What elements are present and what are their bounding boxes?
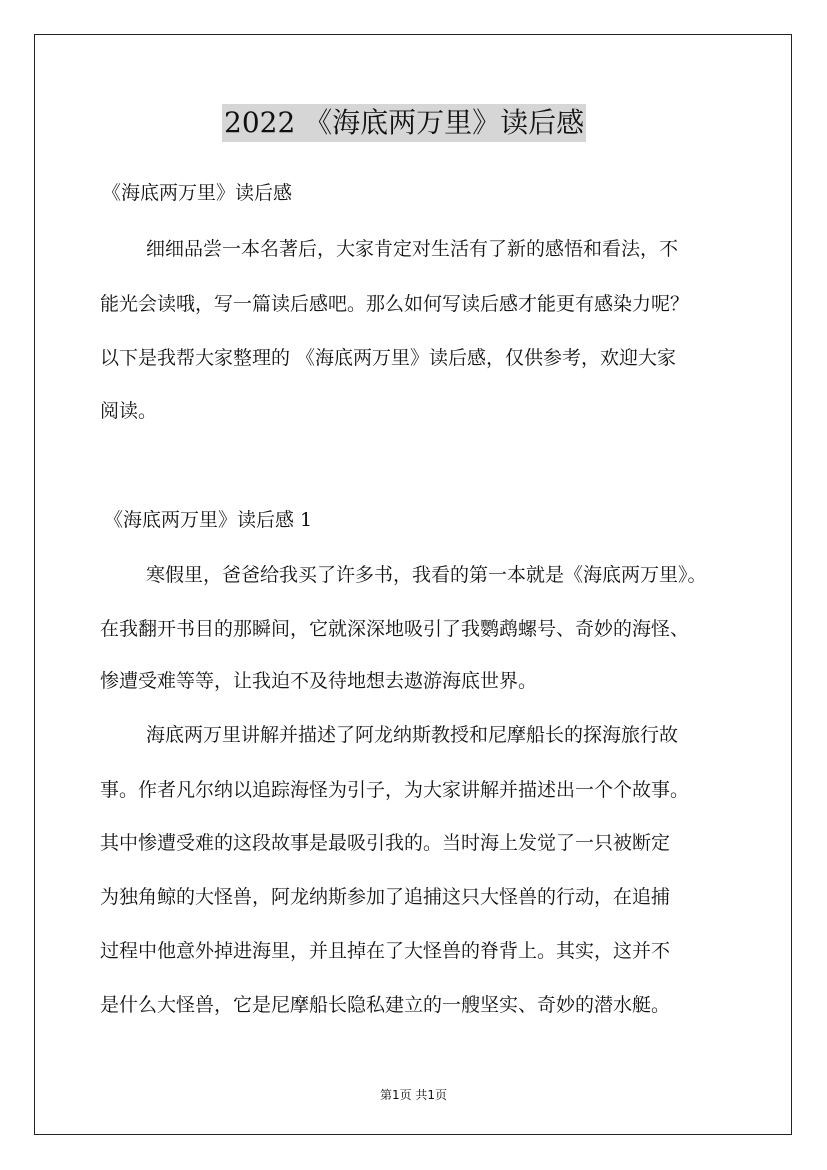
paragraph-line: 以下是我帮大家整理的 《海底两万里》读后感，仅供参考，欢迎大家 <box>100 347 677 369</box>
paragraph-line: 为独角鲸的大怪兽，阿龙纳斯参加了追捕这只大怪兽的行动，在追捕 <box>100 886 671 908</box>
paragraph-line: 细细品尝一本名著后，大家肯定对生活有了新的感悟和看法，不 <box>146 238 679 260</box>
section-heading: 《海底两万里》读后感 <box>102 182 293 204</box>
section-heading: 《海底两万里》读后感 1 <box>104 509 313 531</box>
paragraph-line: 是什么大怪兽，它是尼摩船长隐私建立的一艘坚实、奇妙的潜水艇。 <box>100 994 671 1016</box>
paragraph-line: 惨遭受难等等，让我迫不及待地想去遨游海底世界。 <box>100 670 538 692</box>
paragraph-line: 事。作者凡尔纳以追踪海怪为引子，为大家讲解并描述出一个个故事。 <box>100 779 690 801</box>
paragraph-line: 能光会读哦，写一篇读后感吧。那么如何写读后感才能更有感染力呢？ <box>100 293 690 315</box>
page-title: 2022 《海底两万里》读后感 <box>222 104 586 142</box>
paragraph-line: 阅读。 <box>100 400 158 422</box>
paragraph-line: 在我翻开书目的那瞬间，它就深深地吸引了我鹦鹉螺号、奇妙的海怪、 <box>100 618 690 640</box>
paragraph-line: 海底两万里讲解并描述了阿龙纳斯教授和尼摩船长的探海旅行故 <box>146 724 679 746</box>
paragraph-line: 过程中他意外掉进海里，并且掉在了大怪兽的脊背上。其实，这并不 <box>100 940 671 962</box>
page-number-footer: 第1页 共1页 <box>379 1088 448 1102</box>
paragraph-line: 其中惨遭受难的这段故事是最吸引我的。当时海上发觉了一只被断定 <box>100 832 671 854</box>
paragraph-line: 寒假里，爸爸给我买了许多书，我看的第一本就是《海底两万里》。 <box>146 564 707 586</box>
